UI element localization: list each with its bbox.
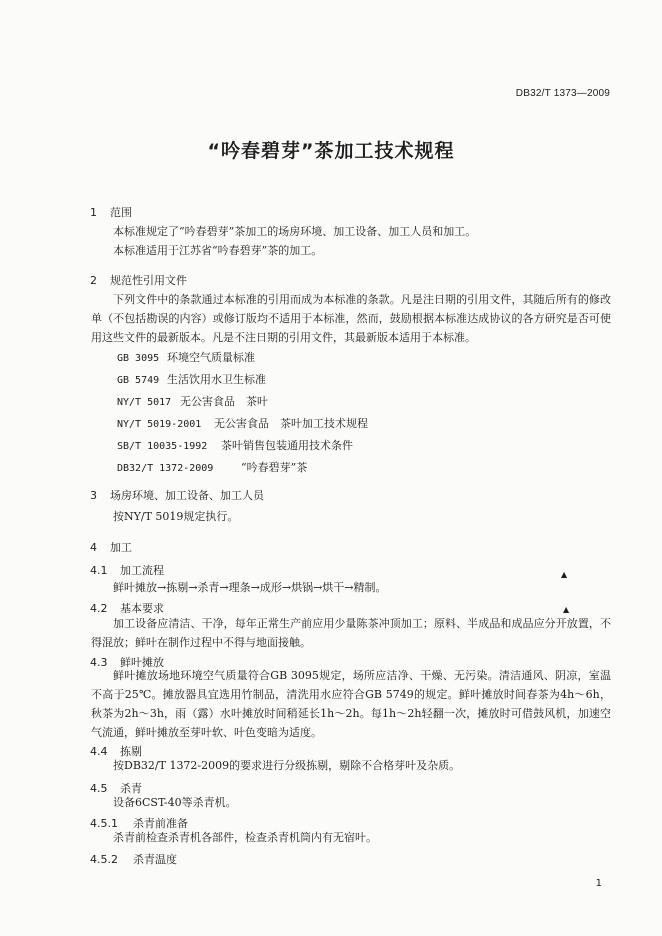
section-4-heading bbox=[90, 539, 132, 555]
process-flow-text: 鲜叶摊放→拣剔→杀青→理条→成形→烘锅→烘干→精制。 bbox=[113, 581, 387, 594]
reference-code: SB/T 10035-1992 bbox=[117, 441, 208, 452]
section-title: 加工 bbox=[110, 541, 132, 554]
reference-code: DB32/T 1372-2009 bbox=[117, 463, 214, 474]
subsection-title: 拣剔 bbox=[120, 745, 142, 758]
fresh-leaf-spreading-text: 鲜叶摊放场地环境空气质量符合GB 3095规定，场所应洁净、干燥、无污染。清洁通风、阴凉，室温不高于25℃。摊放器具宜选用竹制品，清洗用水应符合GB 5749的规定。鲜叶摊放时间春茶为4h～6h，秋茶为2h～3h，雨（露）水叶摊放时间稍延长1h～2h。每1h～2h轻翻一次，摊放时可借鼓风机，加速空气流通，鲜叶摊放至芽叶软、叶色变暗为适度。 bbox=[91, 669, 611, 739]
standard-code: DB32/T 1373—2009 bbox=[515, 88, 610, 99]
reference-item bbox=[117, 415, 368, 431]
subsection-title: 加工流程 bbox=[120, 564, 164, 577]
reference-code: GB 3095 bbox=[117, 353, 160, 364]
subsection-number: 4.1 bbox=[90, 564, 108, 577]
subsection-4-1-heading bbox=[90, 562, 164, 578]
subsection-title: 杀青前准备 bbox=[133, 817, 188, 830]
reference-name: 环境空气质量标准 bbox=[167, 351, 255, 364]
subsection-number: 4.5.1 bbox=[90, 817, 118, 830]
subsection-title: 基本要求 bbox=[120, 602, 164, 615]
section-number: 1 bbox=[90, 206, 97, 219]
page-number: 1 bbox=[595, 878, 602, 889]
subsection-title: 鲜叶摊放 bbox=[120, 656, 164, 669]
fixing-equipment-text: 设备6CST-40等杀青机。 bbox=[113, 796, 237, 809]
subsection-title: 杀青 bbox=[120, 782, 142, 795]
reference-code: NY/T 5017 bbox=[117, 397, 172, 408]
subsection-number: 4.2 bbox=[90, 602, 108, 615]
section-number: 4 bbox=[90, 541, 97, 554]
reference-item bbox=[117, 349, 255, 365]
sorting-text: 按DB32/T 1372-2009的要求进行分级拣剔，剔除不合格芽叶及杂质。 bbox=[113, 759, 461, 772]
reference-name: “吟春碧芽”茶 bbox=[241, 461, 308, 474]
section-number: 3 bbox=[90, 489, 97, 502]
fixing-preparation-text: 杀青前检查杀青机各部件，检查杀青机筒内有无宿叶。 bbox=[113, 831, 377, 844]
section-1-paragraph-2: 本标准适用于江苏省“吟春碧芽”茶的加工。 bbox=[113, 244, 323, 257]
section-1-paragraph-1: 本标准规定了“吟春碧芽”茶加工的场房环境、加工设备、加工人员和加工。 bbox=[113, 225, 477, 238]
section-2-heading bbox=[90, 272, 187, 288]
subsection-title: 杀青温度 bbox=[133, 853, 177, 866]
triangle-marker-icon: ▲ bbox=[563, 605, 570, 614]
reference-item bbox=[117, 393, 268, 409]
reference-code: GB 5749 bbox=[117, 375, 160, 386]
reference-name: 茶叶销售包装通用技术条件 bbox=[221, 439, 353, 452]
basic-requirements-text: 加工设备应清洁、干净，每年正常生产前应用少量陈茶冲顶加工；原料、半成品和成品应分开放置，不得混放；鲜叶在制作过程中不得与地面接触。 bbox=[91, 617, 611, 649]
subsection-number: 4.5.2 bbox=[90, 853, 118, 866]
section-title: 场房环境、加工设备、加工人员 bbox=[110, 489, 264, 502]
reference-item bbox=[117, 437, 353, 453]
section-3-heading bbox=[90, 487, 264, 503]
subsection-number: 4.4 bbox=[90, 745, 108, 758]
reference-code: NY/T 5019-2001 bbox=[117, 419, 202, 430]
reference-name: 无公害食品 茶叶加工技术规程 bbox=[214, 417, 368, 430]
section-title: 范围 bbox=[110, 206, 132, 219]
section-number: 2 bbox=[90, 274, 97, 287]
section-1-heading bbox=[90, 204, 132, 220]
section-2-intro: 下列文件中的条款通过本标准的引用而成为本标准的条款。凡是注日期的引用文件，其随后所有的修改单（不包括勘误的内容）或修订版均不适用于本标准，然而，鼓励根据本标准达成协议的各方研究是否可使用这些文件的最新版本。凡是不注日期的引用文件，其最新版本适用于本标准。 bbox=[91, 293, 611, 344]
reference-item bbox=[117, 371, 266, 387]
section-title: 规范性引用文件 bbox=[110, 274, 187, 287]
subsection-number: 4.5 bbox=[90, 782, 108, 795]
section-3-paragraph: 按NY/T 5019规定执行。 bbox=[113, 510, 239, 523]
reference-name: 生活饮用水卫生标准 bbox=[167, 373, 266, 386]
document-title: “吟春碧芽”茶加工技术规程 bbox=[207, 140, 455, 162]
reference-item bbox=[117, 459, 307, 475]
triangle-marker-icon: ▲ bbox=[561, 570, 568, 579]
reference-name: 无公害食品 茶叶 bbox=[180, 395, 268, 408]
subsection-number: 4.3 bbox=[90, 656, 108, 669]
subsection-4-5-2-heading bbox=[90, 851, 177, 867]
